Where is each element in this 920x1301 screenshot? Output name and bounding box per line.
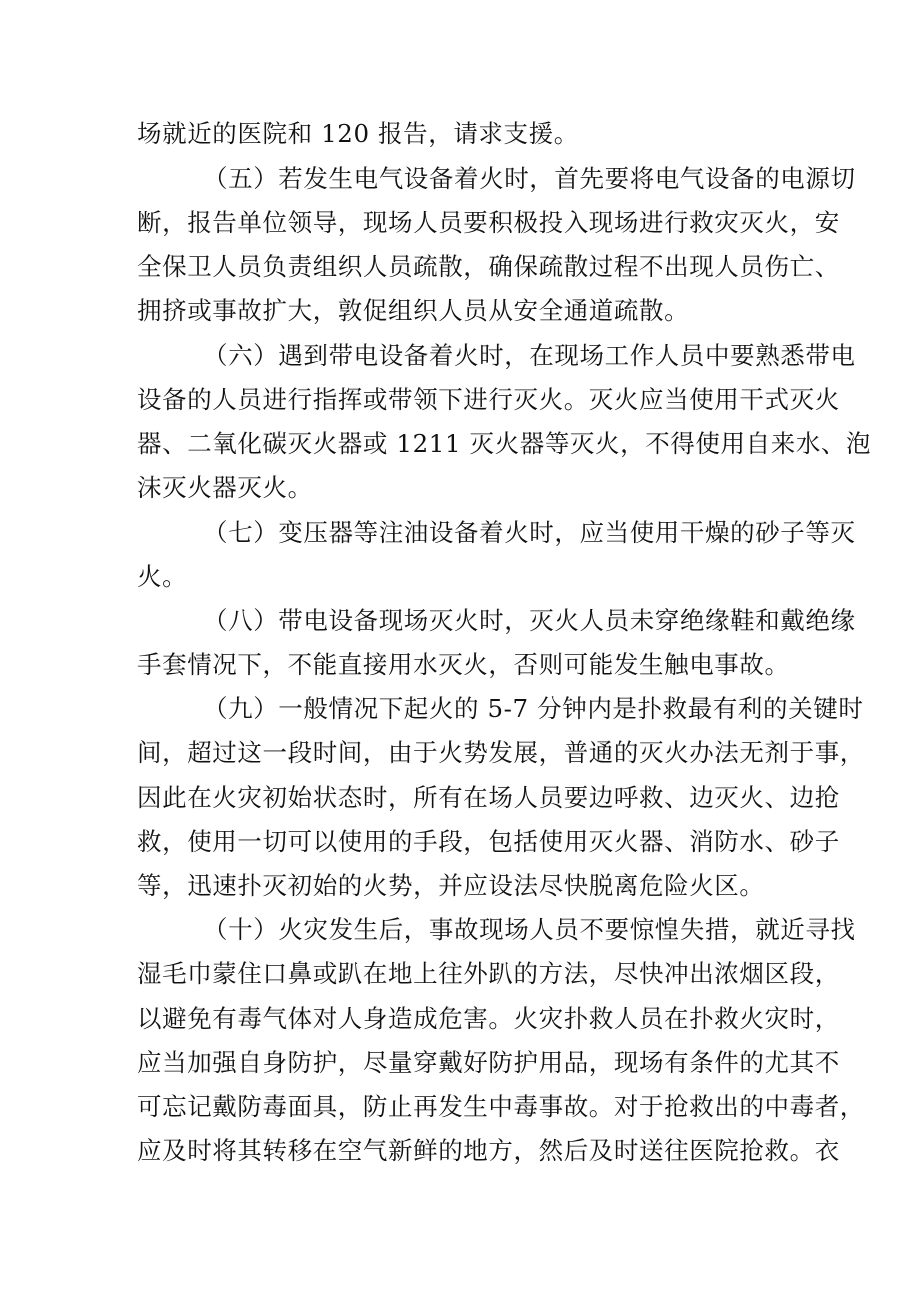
paragraph-6-start: （六）遇到带电设备着火时，在现场工作人员中要熟悉带电	[203, 341, 856, 370]
text-line: 因此在火灾初始状态时，所有在场人员要边呼救、边灭火、边抢	[137, 783, 840, 812]
text-line: 沫灭火器灭火。	[137, 473, 313, 502]
text-line: 应当加强自身防护，尽量穿戴好防护用品，现场有条件的尤其不	[137, 1048, 840, 1077]
text-line: 器、二氧化碳灭火器或 1211 灭火器等灭火，不得使用自来水、泡	[137, 429, 872, 458]
text-line: 应及时将其转移在空气新鲜的地方，然后及时送往医院抢救。衣	[137, 1136, 840, 1165]
text-line: 火。	[137, 562, 188, 591]
paragraph-10-start: （十）火灾发生后，事故现场人员不要惊惶失措，就近寻找	[203, 915, 856, 944]
text-line: 拥挤或事故扩大，敦促组织人员从安全通道疏散。	[137, 296, 690, 325]
text-line: 设备的人员进行指挥或带领下进行灭火。灭火应当使用干式灭火	[137, 385, 840, 414]
paragraph-7-start: （七）变压器等注油设备着火时，应当使用干燥的砂子等灭	[203, 518, 856, 547]
paragraph-8-start: （八）带电设备现场灭火时，灭火人员未穿绝缘鞋和戴绝缘	[203, 606, 856, 635]
text-line: 全保卫人员负责组织人员疏散，确保疏散过程不出现人员伤亡、	[137, 252, 840, 281]
text-line: 手套情况下，不能直接用水灭火，否则可能发生触电事故。	[137, 650, 790, 679]
text-line: 可忘记戴防毒面具，防止再发生中毒事故。对于抢救出的中毒者，	[137, 1092, 865, 1121]
text-line: 等，迅速扑灭初始的火势，并应设法尽快脱离危险火区。	[137, 871, 765, 900]
paragraph-9-start: （九）一般情况下起火的 5-7 分钟内是扑救最有利的关键时	[203, 694, 864, 723]
text-line: 场就近的医院和 120 报告，请求支援。	[137, 119, 579, 148]
text-line: 间，超过这一段时间，由于火势发展，普通的灭火办法无剂于事，	[137, 738, 865, 767]
text-line: 救，使用一切可以使用的手段，包括使用灭火器、消防水、砂子	[137, 827, 840, 856]
paragraph-5-start: （五）若发生电气设备着火时，首先要将电气设备的电源切	[203, 164, 856, 193]
text-line: 断，报告单位领导，现场人员要积极投入现场进行救灾灭火，安	[137, 208, 840, 237]
text-line: 以避免有毒气体对人身造成危害。火灾扑救人员在扑救火灾时，	[137, 1004, 840, 1033]
text-line: 湿毛巾蒙住口鼻或趴在地上往外趴的方法，尽快冲出浓烟区段，	[137, 959, 840, 988]
